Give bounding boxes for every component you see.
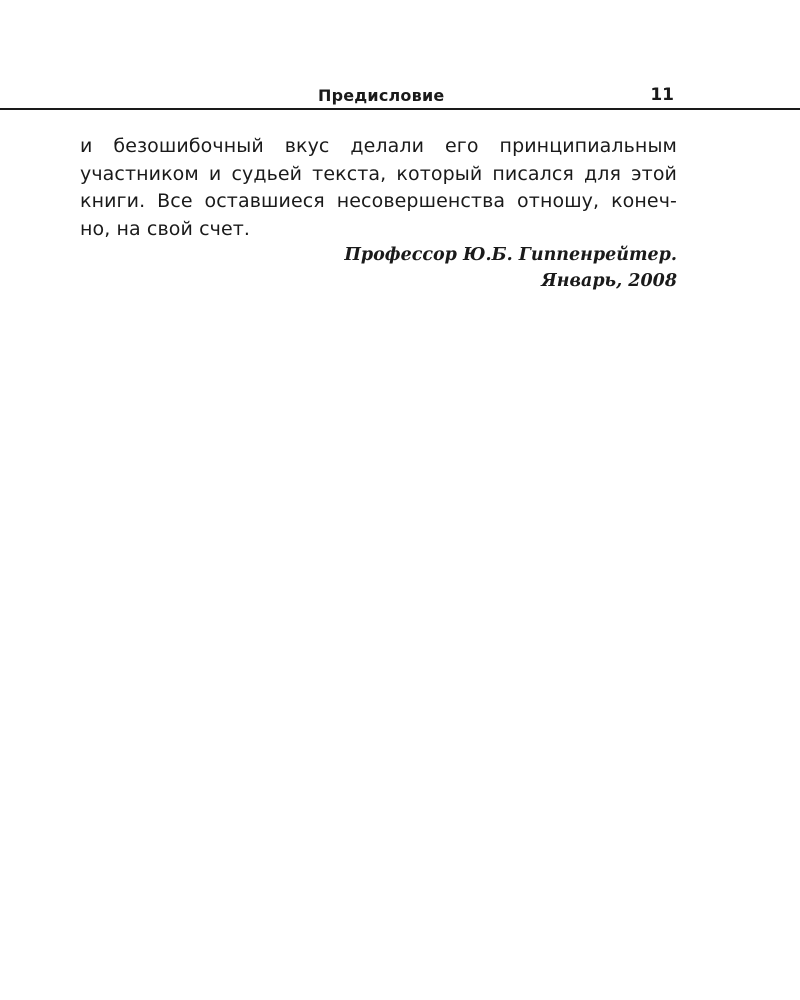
body-line: но, на свой счет. — [80, 217, 251, 240]
body-line: участником и судьей текста, который писался для этой — [80, 162, 677, 185]
running-head — [0, 86, 800, 108]
header-divider — [0, 108, 800, 110]
body-paragraph — [80, 133, 677, 243]
page-number: 11 — [650, 85, 674, 105]
body-line: и безошибочный вкус делали его принципиальным — [80, 135, 677, 157]
signature-date: Январь, 2008 — [541, 271, 677, 291]
running-title: Предисловие — [318, 86, 445, 105]
signature-author: Профессор Ю.Б. Гиппенрейтер. — [344, 245, 677, 265]
signature-block — [80, 242, 677, 294]
body-line: книги. Все оставшиеся несовершенства отношу, конеч- — [80, 190, 677, 212]
